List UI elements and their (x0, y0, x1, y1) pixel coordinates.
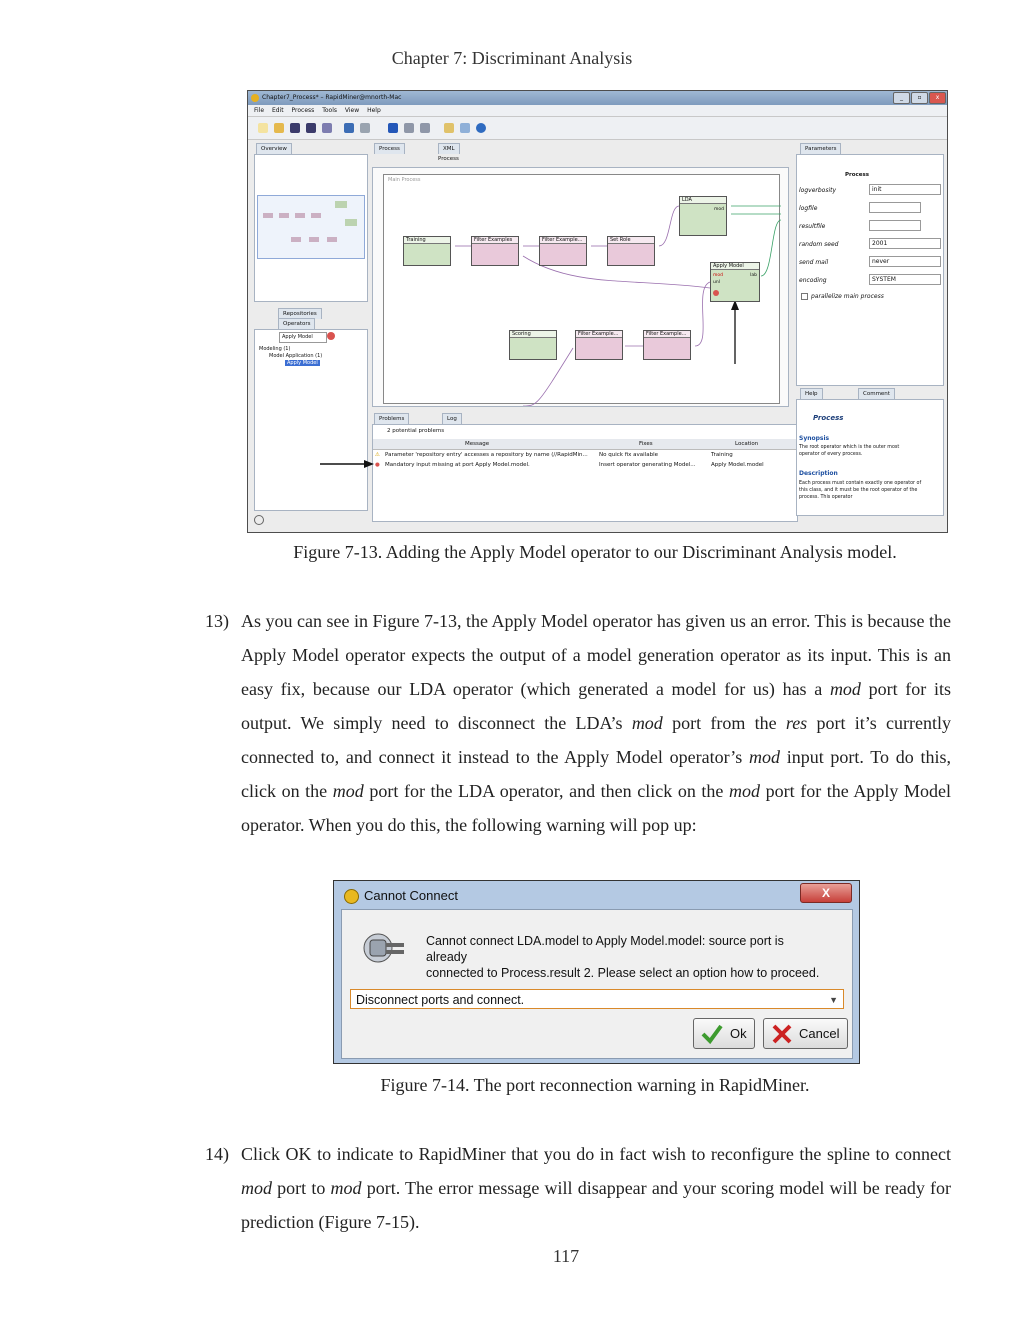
window-title: Chapter7_Process* – RapidMiner@mnorth-Mac (262, 94, 402, 101)
figure-13-caption: Figure 7-13. Adding the Apply Model operator to our Discriminant Analysis model. (293, 542, 897, 562)
close-icon[interactable]: x (929, 92, 946, 104)
cannot-connect-dialog (333, 880, 860, 1064)
overview-panel (254, 154, 368, 302)
error-icon (713, 290, 719, 296)
tab-problems[interactable]: Problems (374, 413, 409, 424)
operator-apply-model[interactable]: Apply Model mod unl lab (710, 262, 760, 302)
problems-header (373, 439, 797, 450)
new-icon[interactable] (258, 123, 268, 133)
menu-help[interactable]: Help (367, 107, 381, 114)
operator-lda[interactable]: LDA mod (679, 196, 727, 236)
problems-count: 2 potential problems (387, 428, 445, 434)
overview-viewport[interactable] (257, 195, 365, 259)
problems-panel (372, 424, 798, 522)
open-icon[interactable] (274, 123, 284, 133)
menu-edit[interactable]: Edit (271, 107, 284, 114)
paragraph-13-number: 13) (205, 611, 229, 631)
minimize-icon[interactable]: _ (893, 92, 910, 104)
main-toolbar (248, 117, 947, 140)
tab-repositories[interactable]: Repositories (278, 308, 322, 319)
page-number: 117 (552, 1246, 580, 1266)
menu-file[interactable]: File (254, 107, 265, 114)
dialog-body (341, 909, 853, 1059)
operator-filter-example-2[interactable]: Filter Example... (539, 236, 587, 266)
operator-scoring[interactable]: Scoring (509, 330, 557, 360)
tab-operators[interactable]: Operators (278, 318, 315, 329)
save-as-icon[interactable] (306, 123, 316, 133)
close-button[interactable]: X (800, 883, 852, 903)
ok-button[interactable]: Ok (693, 1018, 755, 1049)
operator-training[interactable]: Training (403, 236, 451, 266)
operator-set-role[interactable]: Set Role (607, 236, 655, 266)
parameter-row: logfile (797, 201, 943, 219)
tree-model-application[interactable]: Model Application (1) (269, 353, 323, 359)
parameter-row: encoding SYSTEM (797, 273, 943, 291)
operator-filter-example-3[interactable]: Filter Example... (575, 330, 623, 360)
rapidminer-logo-icon (344, 889, 359, 904)
redo-icon[interactable] (360, 123, 370, 133)
operators-panel (254, 329, 368, 511)
dialog-title: Cannot Connect (364, 888, 458, 903)
menu-view[interactable]: View (344, 107, 360, 114)
paragraph-13: 13) As you can see in Figure 7-13, the Apply Model operator has given us an error. This is because the Apply Model operator expects the output of a model generation operator as its input. This is an easy fix, because our LDA operator (which generated a model for us) has a mod port for its output. We simply need to disconnect the LDA’s mod port from the res port it’s currently connected to, and connect it instead to the Apply Model operator’s mod input port. To do this, click on the mod port for the LDA operator, and then click on the mod port for the Apply Model operator. When you do this, the following warning will pop up: (205, 604, 951, 842)
chevron-down-icon: ▼ (829, 995, 838, 1005)
dialog-message: Cannot connect LDA.model to Apply Model.model: source port is already connected to Process.result 2. Please select an option how to proceed. (426, 934, 820, 980)
process-breadcrumb[interactable]: Process (438, 156, 459, 162)
parameter-row: send mail never (797, 255, 943, 273)
parameters-panel (796, 154, 944, 386)
clear-search-icon[interactable] (327, 332, 335, 340)
help-panel (796, 399, 944, 516)
paragraph-14-number: 14) (205, 1144, 229, 1164)
info-icon[interactable] (476, 123, 486, 133)
apply-model-unl-port[interactable]: unl (713, 280, 720, 285)
rapidminer-logo-icon (251, 94, 259, 102)
run-icon[interactable] (388, 123, 398, 133)
tab-xml[interactable]: XML (438, 143, 460, 154)
tab-parameters[interactable]: Parameters (800, 143, 841, 154)
operator-search-input[interactable]: Apply Model (279, 332, 327, 343)
tab-comment[interactable]: Comment (858, 388, 895, 399)
chapter-header: Chapter 7: Discriminant Analysis (391, 48, 633, 68)
apply-model-lab-port[interactable]: lab (750, 273, 757, 278)
menu-tools[interactable]: Tools (322, 107, 337, 114)
print-icon[interactable] (322, 123, 332, 133)
tab-process[interactable]: Process (374, 143, 405, 154)
reconnect-option-select[interactable]: Disconnect ports and connect. ▼ (350, 989, 844, 1009)
parameter-list (797, 183, 943, 303)
tree-apply-model[interactable]: Apply Model (287, 360, 318, 366)
tree-modeling[interactable]: Modeling (1) (259, 346, 291, 352)
synopsis-heading: Synopsis (799, 435, 830, 442)
canvas-label: Main Process (388, 177, 421, 183)
operator-filter-examples[interactable]: Filter Examples (471, 236, 519, 266)
lda-mod-port[interactable]: mod (714, 207, 724, 212)
stop-icon[interactable] (420, 123, 430, 133)
table-row[interactable]: ● Mandatory input missing at port Apply Model.model. Insert operator generating Model... Apply Model.model (375, 462, 764, 468)
callout-arrow-icon (320, 458, 380, 470)
operator-filter-example-4[interactable]: Filter Example... (643, 330, 691, 360)
maximize-icon[interactable]: ▫ (911, 92, 928, 104)
menu-process[interactable]: Process (291, 107, 315, 114)
plug-icon (360, 928, 412, 966)
save-icon[interactable] (290, 123, 300, 133)
menu-bar (248, 105, 947, 117)
edit-icon[interactable] (444, 123, 454, 133)
help-title: Process (813, 414, 844, 422)
apply-model-mod-port[interactable]: mod (713, 273, 723, 278)
description-text: Each process must contain exactly one operator of this class, and it must be the root operator of the process. This operator (799, 481, 922, 500)
parameter-row: random seed 2001 (797, 237, 943, 255)
description-heading: Description (799, 470, 838, 477)
col-fixes[interactable]: Fixes (639, 441, 653, 447)
cancel-button[interactable]: Cancel (763, 1018, 848, 1049)
results-icon[interactable] (460, 123, 470, 133)
cross-icon (771, 1023, 793, 1045)
parameter-row: resultfile (797, 219, 943, 237)
process-canvas-frame (372, 167, 789, 407)
tab-overview[interactable]: Overview (256, 143, 292, 154)
parallelize-checkbox[interactable]: parallelize main process (797, 291, 943, 303)
col-message[interactable]: Message (465, 441, 490, 447)
col-location[interactable]: Location (735, 441, 759, 447)
undo-icon[interactable] (344, 123, 354, 133)
pause-icon[interactable] (404, 123, 414, 133)
memory-icon (254, 515, 264, 525)
tab-log[interactable]: Log (442, 413, 462, 424)
tab-help[interactable]: Help (800, 388, 823, 399)
figure-14-caption: Figure 7-14. The port reconnection warning in RapidMiner. (380, 1075, 810, 1095)
window-titlebar (248, 91, 947, 105)
parameter-row: logverbosity init (797, 183, 943, 201)
checkmark-icon (700, 1023, 724, 1045)
paragraph-14: 14) Click OK to indicate to RapidMiner that you do in fact wish to reconfigure the spline to connect mod port to mod port. The error message will disappear and your scoring model will be ready for prediction (Figure 7-15). (205, 1137, 951, 1239)
synopsis-text: The root operator which is the outer most operator of every process. (799, 445, 900, 457)
table-row[interactable]: ⚠ Parameter 'repository entry' accesses a repository by name (//RapidMin... No quick fix available Training (375, 452, 733, 458)
parameters-header: Process (845, 172, 870, 178)
rapidminer-screenshot (247, 90, 948, 533)
